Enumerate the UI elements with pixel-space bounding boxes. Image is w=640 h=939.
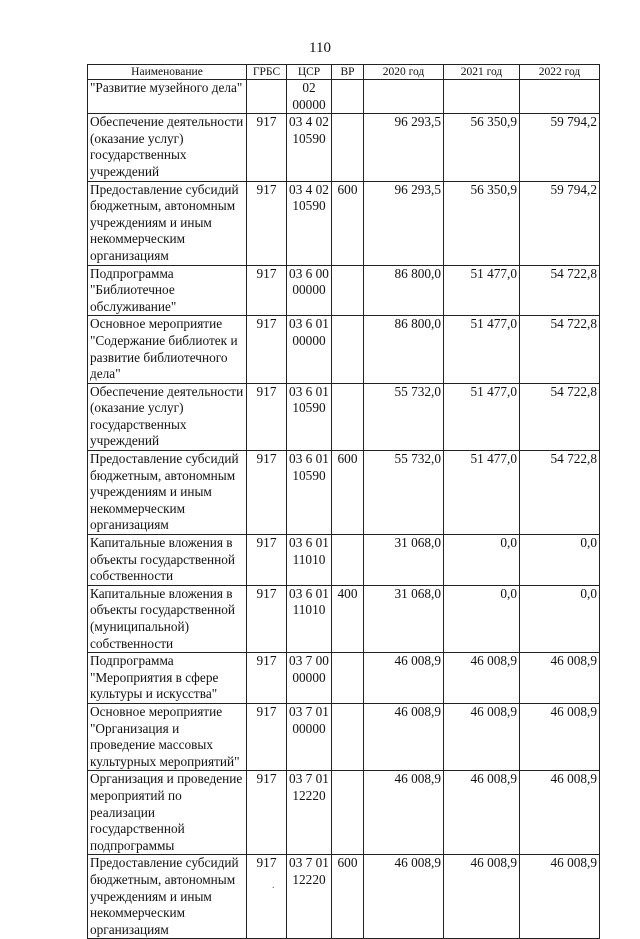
- table-row: [88, 535, 600, 586]
- row-value-2021: 46 008,9: [444, 771, 520, 855]
- row-grbs: 917: [247, 383, 287, 450]
- row-value-2021: 46 008,9: [444, 855, 520, 939]
- table-row: [88, 855, 600, 939]
- row-value-2022: 46 008,9: [520, 653, 600, 704]
- row-vr: [332, 535, 364, 586]
- table-row: [88, 114, 600, 181]
- row-value-2021: 46 008,9: [444, 653, 520, 704]
- row-csr: 03 6 01 11010: [287, 535, 332, 586]
- table-row: [88, 383, 600, 450]
- table-row: [88, 585, 600, 652]
- row-value-2022: 54 722,8: [520, 265, 600, 316]
- row-vr: 600: [332, 451, 364, 535]
- row-grbs: [247, 80, 287, 114]
- row-vr: [332, 653, 364, 704]
- row-value-2021: 56 350,9: [444, 181, 520, 265]
- row-name: Предоставление субсидий бюджетным, автономным учреждениям и иным некоммерческим организациям: [88, 855, 247, 939]
- row-value-2022: 0,0: [520, 585, 600, 652]
- header-vr: ВР: [332, 65, 364, 80]
- row-value-2020: 46 008,9: [364, 653, 444, 704]
- row-value-2022: 54 722,8: [520, 316, 600, 383]
- row-csr: 03 7 01 12220: [287, 855, 332, 939]
- row-name: Предоставление субсидий бюджетным, автономным учреждениям и иным некоммерческим организациям: [88, 451, 247, 535]
- table-row: [88, 80, 600, 114]
- header-2021: 2021 год: [444, 65, 520, 80]
- table-header-row: [88, 65, 600, 80]
- table-row: [88, 181, 600, 265]
- row-grbs: 917: [247, 771, 287, 855]
- row-value-2022: [520, 80, 600, 114]
- row-value-2022: 54 722,8: [520, 451, 600, 535]
- row-csr: 03 7 01 00000: [287, 703, 332, 770]
- row-csr: 03 7 00 00000: [287, 653, 332, 704]
- row-name: Капитальные вложения в объекты государственной (муниципальной) собственности: [88, 585, 247, 652]
- bottom-mark: .: [272, 880, 275, 891]
- row-name: Капитальные вложения в объекты государственной собственности: [88, 535, 247, 586]
- row-csr: 03 6 01 10590: [287, 383, 332, 450]
- row-vr: 600: [332, 855, 364, 939]
- row-name: Предоставление субсидий бюджетным, автономным учреждениям и иным некоммерческим организациям: [88, 181, 247, 265]
- row-csr: 03 6 01 00000: [287, 316, 332, 383]
- row-value-2021: 51 477,0: [444, 265, 520, 316]
- row-grbs: 917: [247, 265, 287, 316]
- row-vr: 400: [332, 585, 364, 652]
- header-grbs: ГРБС: [247, 65, 287, 80]
- row-grbs: 917: [247, 585, 287, 652]
- row-value-2020: 46 008,9: [364, 703, 444, 770]
- row-csr: 03 7 01 12220: [287, 771, 332, 855]
- row-grbs: 917: [247, 181, 287, 265]
- row-name: Обеспечение деятельности (оказание услуг) государственных учреждений: [88, 114, 247, 181]
- row-value-2021: 46 008,9: [444, 703, 520, 770]
- row-grbs: 917: [247, 653, 287, 704]
- row-value-2022: 46 008,9: [520, 855, 600, 939]
- row-value-2020: 46 008,9: [364, 855, 444, 939]
- table-row: [88, 451, 600, 535]
- row-name: Основное мероприятие "Содержание библиотек и развитие библиотечного дела": [88, 316, 247, 383]
- row-vr: [332, 114, 364, 181]
- row-grbs: 917: [247, 451, 287, 535]
- row-vr: [332, 771, 364, 855]
- row-value-2021: 0,0: [444, 585, 520, 652]
- row-vr: [332, 703, 364, 770]
- row-grbs: 917: [247, 114, 287, 181]
- row-value-2020: 96 293,5: [364, 114, 444, 181]
- header-csr: ЦСР: [287, 65, 332, 80]
- row-vr: [332, 265, 364, 316]
- row-csr: 03 6 01 10590: [287, 451, 332, 535]
- row-value-2022: 59 794,2: [520, 114, 600, 181]
- row-value-2022: 46 008,9: [520, 703, 600, 770]
- header-2022: 2022 год: [520, 65, 600, 80]
- row-value-2020: 31 068,0: [364, 585, 444, 652]
- row-name: Подпрограмма "Библиотечное обслуживание": [88, 265, 247, 316]
- header-2020: 2020 год: [364, 65, 444, 80]
- row-value-2020: 46 008,9: [364, 771, 444, 855]
- row-name: Обеспечение деятельности (оказание услуг) государственных учреждений: [88, 383, 247, 450]
- row-grbs: 917: [247, 535, 287, 586]
- row-value-2020: 31 068,0: [364, 535, 444, 586]
- row-vr: [332, 316, 364, 383]
- row-value-2020: 86 800,0: [364, 265, 444, 316]
- row-vr: [332, 383, 364, 450]
- row-csr: 03 6 00 00000: [287, 265, 332, 316]
- row-value-2021: 56 350,9: [444, 114, 520, 181]
- row-value-2021: 51 477,0: [444, 451, 520, 535]
- row-value-2022: 0,0: [520, 535, 600, 586]
- table-row: [88, 316, 600, 383]
- header-name: Наименование: [88, 65, 247, 80]
- table-row: [88, 703, 600, 770]
- row-grbs: 917: [247, 703, 287, 770]
- row-grbs: 917: [247, 855, 287, 939]
- row-value-2020: [364, 80, 444, 114]
- row-vr: 600: [332, 181, 364, 265]
- table-row: [88, 265, 600, 316]
- row-value-2021: 0,0: [444, 535, 520, 586]
- row-name: Организация и проведение мероприятий по реализации государственной подпрограммы: [88, 771, 247, 855]
- table-row: [88, 771, 600, 855]
- row-vr: [332, 80, 364, 114]
- row-csr: 03 6 01 11010: [287, 585, 332, 652]
- row-value-2022: 54 722,8: [520, 383, 600, 450]
- row-csr: 02 00000: [287, 80, 332, 114]
- table-row: [88, 653, 600, 704]
- row-grbs: 917: [247, 316, 287, 383]
- row-name: Основное мероприятие "Организация и проведение массовых культурных мероприятий": [88, 703, 247, 770]
- row-value-2020: 86 800,0: [364, 316, 444, 383]
- row-value-2020: 55 732,0: [364, 451, 444, 535]
- row-csr: 03 4 02 10590: [287, 114, 332, 181]
- budget-table: [87, 64, 600, 939]
- row-name: Подпрограмма "Мероприятия в сфере культуры и искусства": [88, 653, 247, 704]
- row-value-2022: 59 794,2: [520, 181, 600, 265]
- row-value-2020: 55 732,0: [364, 383, 444, 450]
- row-value-2020: 96 293,5: [364, 181, 444, 265]
- row-value-2021: [444, 80, 520, 114]
- row-value-2021: 51 477,0: [444, 383, 520, 450]
- row-value-2021: 51 477,0: [444, 316, 520, 383]
- page-number: 110: [309, 40, 331, 56]
- row-csr: 03 4 02 10590: [287, 181, 332, 265]
- row-name: "Развитие музейного дела": [88, 80, 247, 114]
- row-value-2022: 46 008,9: [520, 771, 600, 855]
